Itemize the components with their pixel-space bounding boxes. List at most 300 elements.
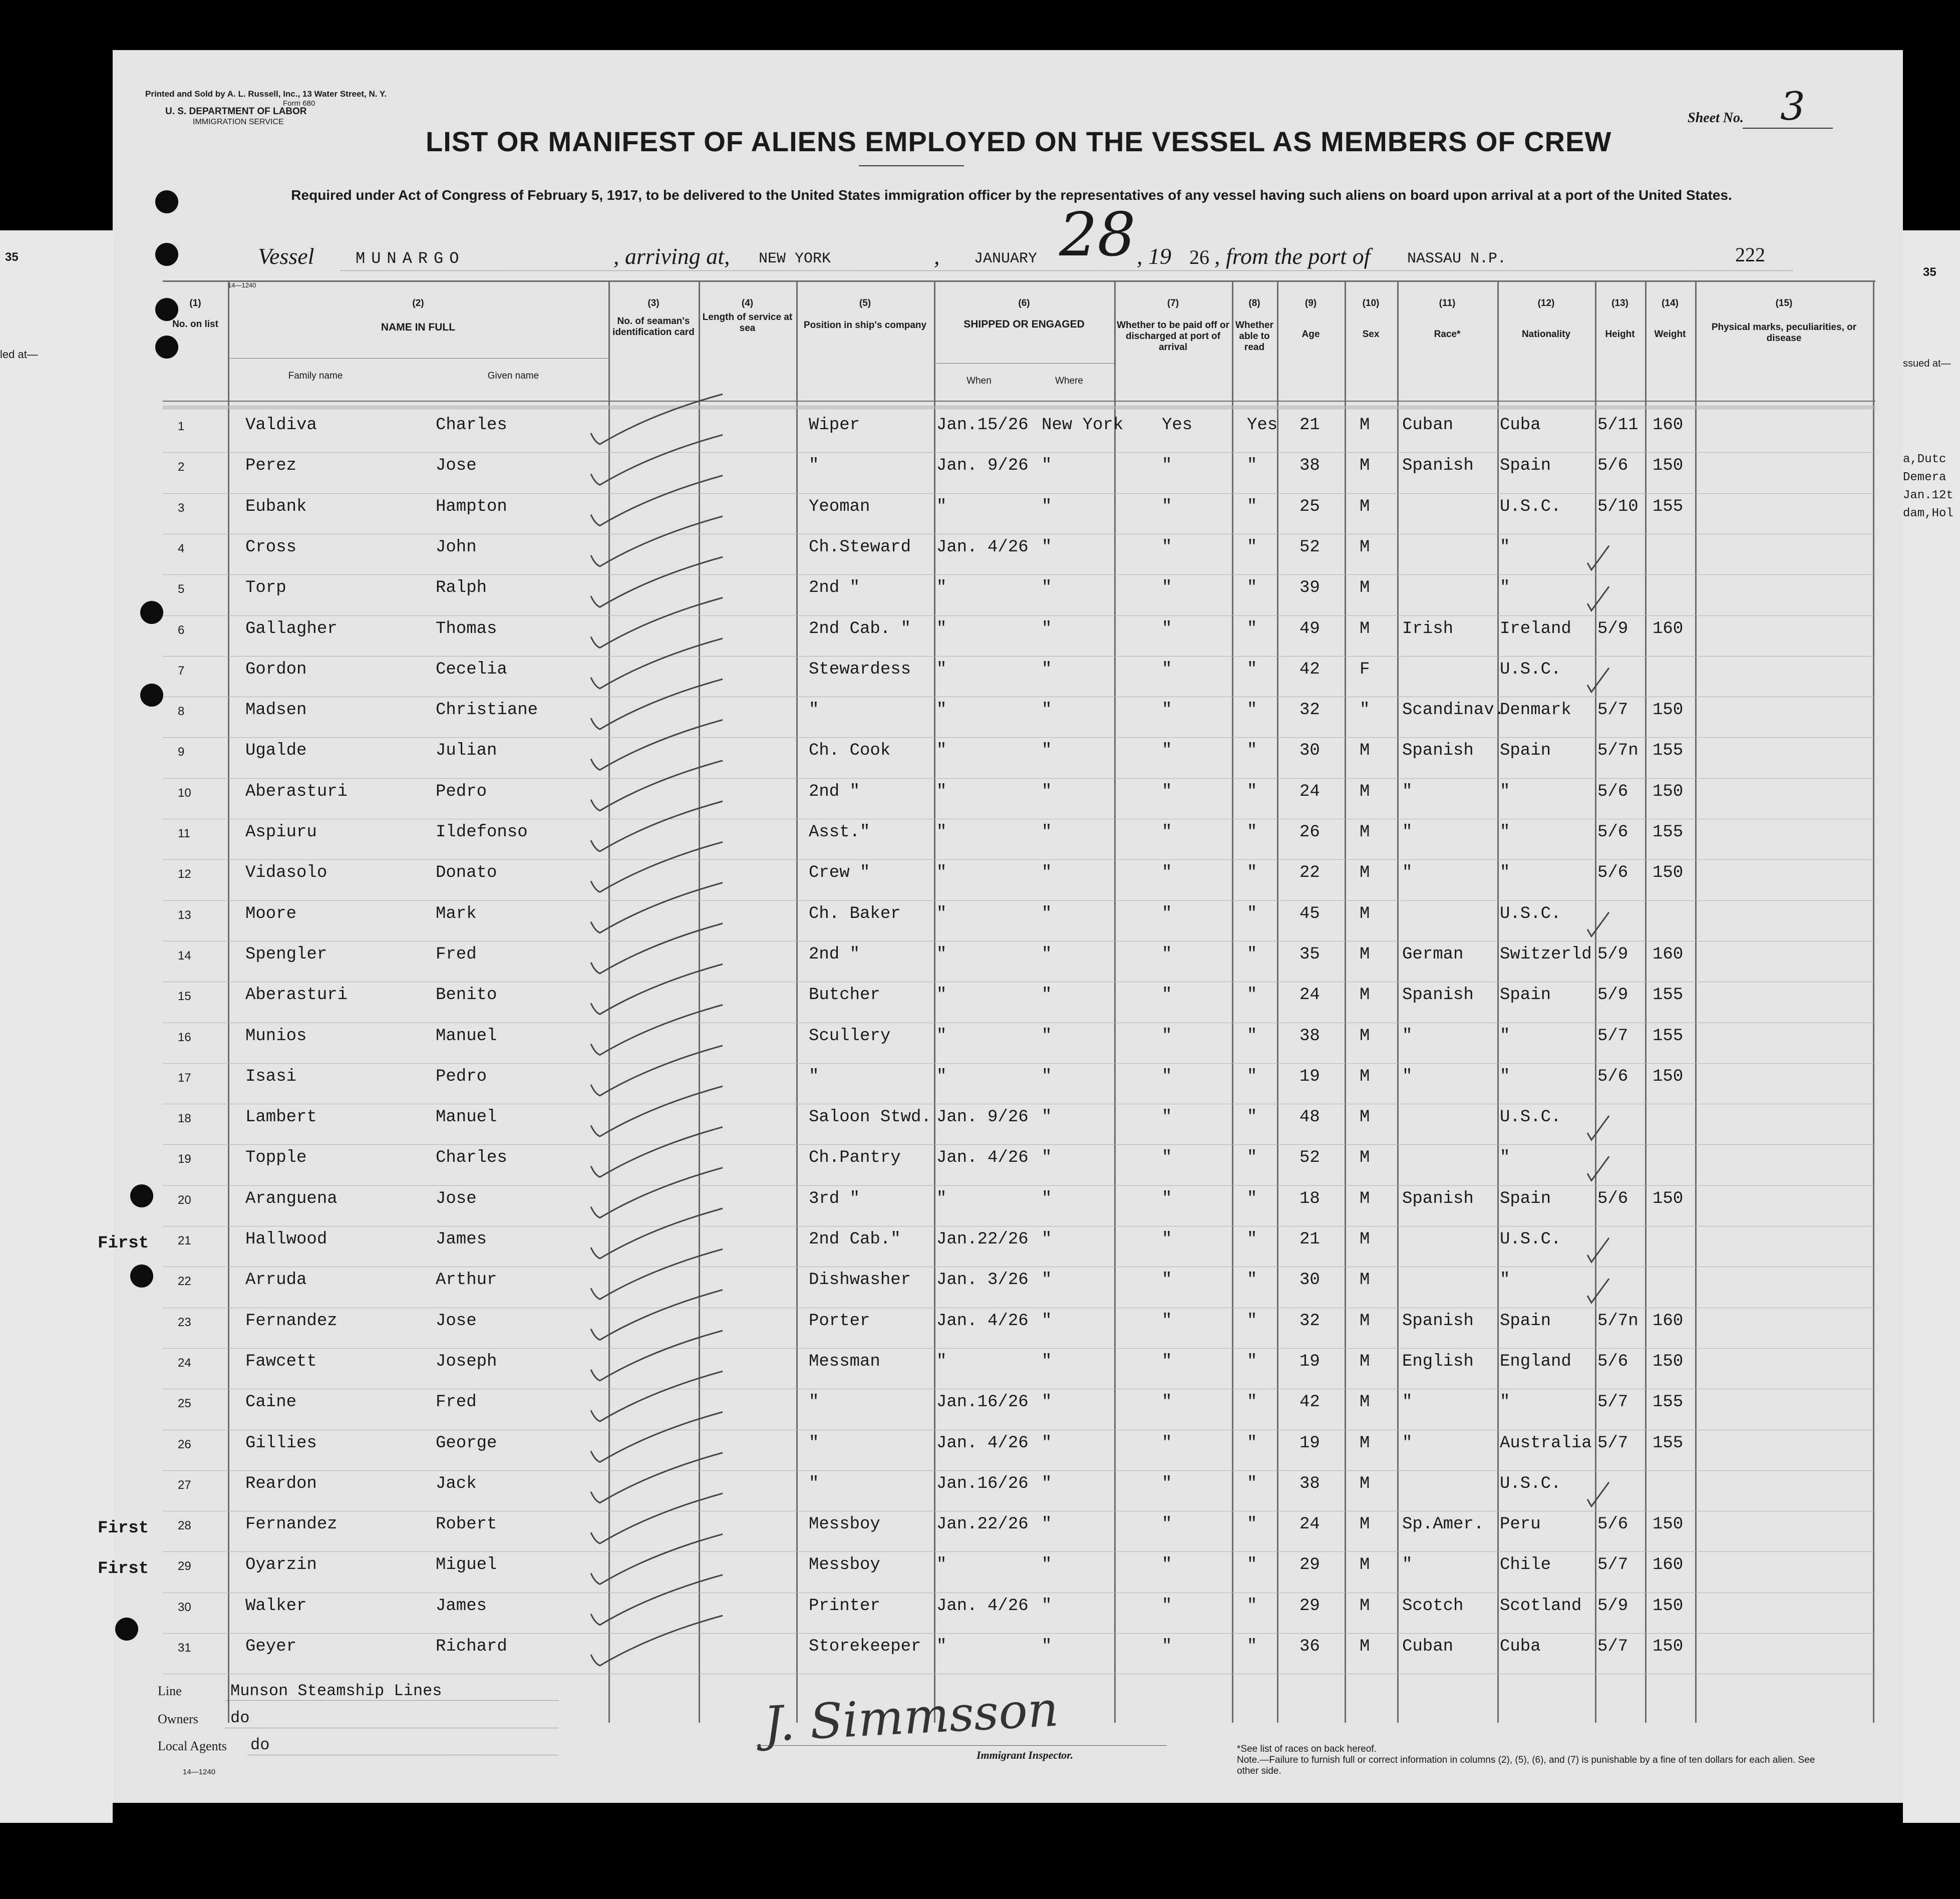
height: 5/6: [1597, 782, 1628, 801]
race: Scandinav.: [1402, 701, 1505, 720]
position: Asst.": [809, 823, 870, 842]
able-to-read: ": [1247, 1474, 1257, 1493]
height: 5/7: [1597, 1637, 1628, 1656]
height-tick: [1587, 1238, 1609, 1262]
check-mark: [591, 923, 723, 974]
race: Spanish: [1402, 741, 1474, 761]
nationality: Cuba: [1500, 1637, 1541, 1656]
form-code: 14—1240: [228, 281, 256, 289]
row-number: 24: [178, 1356, 191, 1370]
inspector-label: Immigrant Inspector.: [976, 1749, 1074, 1761]
age: 32: [1299, 701, 1320, 720]
check-mark: [591, 761, 723, 811]
line-rule: [225, 1700, 558, 1701]
age: 22: [1299, 863, 1320, 883]
position: 3rd ": [809, 1189, 860, 1208]
row-number: 7: [178, 664, 185, 678]
height: 5/6: [1597, 1352, 1628, 1371]
able-to-read: ": [1247, 1026, 1257, 1046]
given-name: Manuel: [436, 1108, 497, 1127]
race: Irish: [1402, 619, 1454, 639]
paid-off: ": [1162, 863, 1172, 883]
row-number: 14: [178, 948, 191, 963]
age: 26: [1299, 823, 1320, 842]
shipped-where: ": [1042, 823, 1052, 842]
family-name: Isasi: [245, 1067, 297, 1086]
col-3-header: (3) No. of seaman's identification card: [612, 298, 695, 338]
given-name: Joseph: [436, 1352, 497, 1371]
row-number: 8: [178, 705, 185, 719]
shipped-where: ": [1042, 1148, 1052, 1168]
row-number: 22: [178, 1275, 191, 1289]
check-mark: [591, 516, 723, 566]
paid-off: ": [1162, 578, 1172, 598]
race: ": [1402, 1026, 1413, 1046]
age: 52: [1299, 537, 1320, 557]
check-mark: [591, 598, 723, 648]
able-to-read: ": [1247, 1108, 1257, 1127]
sex: M: [1360, 1596, 1370, 1616]
family-name: Torp: [245, 578, 286, 598]
shipped-where: ": [1042, 1393, 1052, 1412]
paid-off: ": [1162, 1189, 1172, 1208]
family-name: Fernandez: [245, 1515, 338, 1534]
family-name: Madsen: [245, 701, 307, 720]
age: 42: [1299, 660, 1320, 679]
shipped-where: ": [1042, 1596, 1052, 1616]
family-name: Valdiva: [245, 416, 317, 435]
position: Saloon Stwd.: [809, 1108, 931, 1127]
position: Ch. Cook: [809, 741, 891, 761]
manifest-sheet: [98, 50, 1903, 1803]
col-6-sub-where: Where: [1055, 376, 1083, 386]
given-name: Julian: [436, 741, 497, 761]
given-name: Charles: [436, 416, 507, 435]
check-mark: [591, 883, 723, 933]
check-mark: [591, 394, 723, 444]
shipped-where: ": [1042, 1555, 1052, 1575]
nationality: U.S.C.: [1500, 1108, 1561, 1127]
check-mark: [591, 1575, 723, 1625]
able-to-read: ": [1247, 1311, 1257, 1331]
paid-off: ": [1162, 497, 1172, 516]
paid-off: ": [1162, 1555, 1172, 1575]
shipped-where: ": [1042, 1230, 1052, 1249]
paid-off: ": [1162, 619, 1172, 639]
shipped-when: Jan. 4/26: [936, 1433, 1029, 1453]
given-name: Pedro: [436, 1067, 487, 1086]
row-number: 9: [178, 745, 185, 759]
shipped-where: ": [1042, 1189, 1052, 1208]
race: Spanish: [1402, 986, 1474, 1005]
position: Yeoman: [809, 497, 870, 516]
given-name: Robert: [436, 1515, 497, 1534]
col-7-header: (7) Whether to be paid off or discharged at port of arrival: [1117, 298, 1229, 353]
race: Spanish: [1402, 456, 1474, 476]
age: 29: [1299, 1596, 1320, 1616]
sex: M: [1360, 1393, 1370, 1412]
given-name: Miguel: [436, 1555, 497, 1575]
position: ": [809, 1474, 819, 1493]
height-tick: [1587, 1279, 1609, 1303]
row-number: 23: [178, 1315, 191, 1329]
shipped-when: ": [936, 701, 947, 720]
row-number: 16: [178, 1030, 191, 1044]
shipped-where: ": [1042, 904, 1052, 923]
form-number: Form 680: [283, 99, 315, 108]
sheet-number: 3: [1780, 84, 1805, 129]
sex: M: [1360, 1433, 1370, 1453]
able-to-read: ": [1247, 1189, 1257, 1208]
shipped-where: New York: [1042, 416, 1124, 435]
weight: 155: [1653, 1433, 1684, 1453]
height-tick: [1587, 1156, 1609, 1180]
col-9-header: (9) Age: [1301, 298, 1320, 340]
arrival-day: 28: [1059, 200, 1136, 270]
nationality: ": [1500, 1026, 1510, 1046]
height: 5/9: [1597, 986, 1628, 1005]
weight: 160: [1653, 944, 1684, 964]
height-tick: [1587, 668, 1609, 692]
sex: M: [1360, 904, 1370, 923]
nationality: ": [1500, 537, 1510, 557]
margin-note: First: [98, 1234, 149, 1253]
check-mark: [591, 1168, 723, 1218]
col-10-header: (10) Sex: [1362, 298, 1380, 340]
able-to-read: ": [1247, 619, 1257, 639]
row-number: 21: [178, 1234, 191, 1247]
family-name: Topple: [245, 1148, 307, 1168]
given-name: Mark: [436, 904, 477, 923]
paid-off: ": [1162, 701, 1172, 720]
shipped-where: ": [1042, 701, 1052, 720]
position: Ch. Baker: [809, 904, 901, 923]
position: Messboy: [809, 1555, 880, 1575]
age: 35: [1299, 944, 1320, 964]
paid-off: ": [1162, 1271, 1172, 1290]
nationality: U.S.C.: [1500, 904, 1561, 923]
height: 5/7: [1597, 1555, 1628, 1575]
nationality: Denmark: [1500, 701, 1571, 720]
nationality: ": [1500, 578, 1510, 598]
nationality: England: [1500, 1352, 1571, 1371]
col-2-header: (2) NAME IN FULL: [381, 298, 456, 333]
given-name: Fred: [436, 1393, 477, 1412]
race: German: [1402, 944, 1464, 964]
position: ": [809, 701, 819, 720]
position: Ch.Pantry: [809, 1148, 901, 1168]
check-mark: [591, 1453, 723, 1503]
family-name: Ugalde: [245, 741, 307, 761]
paid-off: ": [1162, 1067, 1172, 1086]
family-name: Arruda: [245, 1271, 307, 1290]
given-name: Fred: [436, 944, 477, 964]
nationality: Scotland: [1500, 1596, 1582, 1616]
row-number: 19: [178, 1152, 191, 1166]
family-name: Gordon: [245, 660, 307, 679]
age: 19: [1299, 1352, 1320, 1371]
able-to-read: ": [1247, 1555, 1257, 1575]
given-name: Cecelia: [436, 660, 507, 679]
able-to-read: ": [1247, 456, 1257, 476]
shipped-when: ": [936, 1189, 947, 1208]
row-number: 17: [178, 1071, 191, 1085]
check-mark: [591, 557, 723, 607]
sex: M: [1360, 1555, 1370, 1575]
paid-off: ": [1162, 944, 1172, 964]
shipped-where: ": [1042, 1311, 1052, 1331]
shipped-where: ": [1042, 1637, 1052, 1656]
check-marks: [113, 50, 1903, 1803]
owners-value: do: [230, 1709, 250, 1727]
paid-off: ": [1162, 741, 1172, 761]
given-name: Jose: [436, 1189, 477, 1208]
shipped-when: ": [936, 741, 947, 761]
col-6-header: (6) SHIPPED OR ENGAGED: [963, 298, 1085, 330]
shipped-when: Jan.16/26: [936, 1474, 1029, 1493]
shipped-when: ": [936, 1067, 947, 1086]
height: 5/6: [1597, 823, 1628, 842]
height: 5/6: [1597, 1067, 1628, 1086]
weight: 150: [1653, 1189, 1684, 1208]
family-name: Aspiuru: [245, 823, 317, 842]
shipped-where: ": [1042, 944, 1052, 964]
service-name: IMMIGRATION SERVICE: [193, 118, 284, 126]
sex: M: [1360, 863, 1370, 883]
row-number: 11: [178, 827, 190, 840]
position: ": [809, 1067, 819, 1086]
agents-value: do: [250, 1736, 270, 1754]
shipped-when: ": [936, 904, 947, 923]
sex: M: [1360, 1230, 1370, 1249]
family-name: Lambert: [245, 1108, 317, 1127]
arrival-port: NEW YORK: [759, 250, 831, 267]
col-5-header: (5) Position in ship's company: [803, 298, 927, 331]
able-to-read: ": [1247, 904, 1257, 923]
right-sheet-entries: a,Dutc Demera Jan.12t dam,Hol: [1903, 453, 1953, 520]
able-to-read: ": [1247, 1596, 1257, 1616]
agents-label: Local Agents: [158, 1739, 227, 1753]
check-mark: [591, 1534, 723, 1584]
nationality: ": [1500, 1393, 1510, 1412]
row-number: 20: [178, 1193, 191, 1207]
family-name: Caine: [245, 1393, 297, 1412]
shipped-when: Jan. 4/26: [936, 1311, 1029, 1331]
shipped-when: ": [936, 1637, 947, 1656]
age: 39: [1299, 578, 1320, 598]
weight: 160: [1653, 1311, 1684, 1331]
shipped-where: ": [1042, 1352, 1052, 1371]
height: 5/6: [1597, 1189, 1628, 1208]
shipped-when: ": [936, 619, 947, 639]
age: 24: [1299, 782, 1320, 801]
nationality: ": [1500, 1271, 1510, 1290]
nationality: U.S.C.: [1500, 660, 1561, 679]
shipped-when: Jan. 9/26: [936, 1108, 1029, 1127]
family-name: Geyer: [245, 1637, 297, 1656]
family-name: Fernandez: [245, 1311, 338, 1331]
printer-credit: Printed and Sold by A. L. Russell, Inc., 13 Water Street, N. Y.: [145, 89, 387, 99]
row-number: 31: [178, 1641, 191, 1655]
given-name: George: [436, 1433, 497, 1453]
nationality: Switzerld: [1500, 944, 1592, 964]
paid-off: ": [1162, 1148, 1172, 1168]
able-to-read: ": [1247, 1393, 1257, 1412]
shipped-where: ": [1042, 660, 1052, 679]
position: Porter: [809, 1311, 870, 1331]
paid-off: Yes: [1162, 416, 1193, 435]
height: 5/7n: [1597, 1311, 1639, 1331]
race: Cuban: [1402, 1637, 1454, 1656]
check-mark: [591, 1005, 723, 1055]
able-to-read: ": [1247, 1433, 1257, 1453]
family-name: Moore: [245, 904, 297, 923]
shipped-where: ": [1042, 1515, 1052, 1534]
row-number: 29: [178, 1559, 191, 1573]
check-mark: [591, 1208, 723, 1258]
paid-off: ": [1162, 1393, 1172, 1412]
family-name: Eubank: [245, 497, 307, 516]
paid-off: ": [1162, 1108, 1172, 1127]
sex: M: [1360, 619, 1370, 639]
family-name: Walker: [245, 1596, 307, 1616]
able-to-read: ": [1247, 944, 1257, 964]
paid-off: ": [1162, 1515, 1172, 1534]
able-to-read: ": [1247, 660, 1257, 679]
check-mark: [591, 1127, 723, 1177]
race: Spanish: [1402, 1189, 1474, 1208]
nationality: Cuba: [1500, 416, 1541, 435]
height: 5/6: [1597, 456, 1628, 476]
shipped-when: Jan. 4/26: [936, 1148, 1029, 1168]
shipped-when: ": [936, 944, 947, 964]
height: 5/7: [1597, 701, 1628, 720]
col-2-sub-given: Given name: [487, 371, 539, 381]
sex: ": [1360, 701, 1370, 720]
check-mark: [591, 639, 723, 689]
race: ": [1402, 1393, 1413, 1412]
paid-off: ": [1162, 1596, 1172, 1616]
position: ": [809, 1393, 819, 1412]
shipped-when: ": [936, 497, 947, 516]
given-name: Jack: [436, 1474, 477, 1493]
race: ": [1402, 782, 1413, 801]
nationality: U.S.C.: [1500, 1230, 1561, 1249]
shipped-where: ": [1042, 537, 1052, 557]
age: 38: [1299, 1026, 1320, 1046]
vessel-label: Vessel: [258, 243, 314, 269]
position: 2nd ": [809, 944, 860, 964]
shipped-when: ": [936, 986, 947, 1005]
weight: 150: [1653, 1596, 1684, 1616]
family-name: Gillies: [245, 1433, 317, 1453]
paid-off: ": [1162, 904, 1172, 923]
weight: 150: [1653, 1515, 1684, 1534]
row-number: 13: [178, 908, 191, 922]
footer-form-code: 14—1240: [183, 1768, 216, 1776]
row-number: 15: [178, 990, 191, 1004]
arrival-month: JANUARY: [974, 250, 1038, 267]
race: Cuban: [1402, 416, 1454, 435]
given-name: Hampton: [436, 497, 507, 516]
age: 38: [1299, 1474, 1320, 1493]
check-mark: [591, 1616, 723, 1666]
nationality: ": [1500, 863, 1510, 883]
line-label: Line: [158, 1684, 182, 1698]
shipped-where: ": [1042, 1474, 1052, 1493]
row-number: 5: [178, 582, 185, 596]
shipped-where: ": [1042, 1026, 1052, 1046]
row-number: 12: [178, 867, 191, 881]
height: 5/9: [1597, 619, 1628, 639]
left-sheet-label: led at—: [0, 348, 38, 361]
weight: 150: [1653, 456, 1684, 476]
shipped-when: ": [936, 1352, 947, 1371]
age: 45: [1299, 904, 1320, 923]
sheet-number-label: Sheet No.: [1688, 110, 1744, 126]
able-to-read: ": [1247, 1230, 1257, 1249]
age: 29: [1299, 1555, 1320, 1575]
height: 5/6: [1597, 863, 1628, 883]
check-mark: [591, 720, 723, 770]
weight: 155: [1653, 986, 1684, 1005]
page-title: LIST OR MANIFEST OF ALIENS EMPLOYED ON THE VESSEL AS MEMBERS OF CREW: [426, 126, 1612, 157]
age: 25: [1299, 497, 1320, 516]
row-number: 6: [178, 623, 185, 637]
shipped-when: ": [936, 863, 947, 883]
height: 5/9: [1597, 944, 1628, 964]
col-2-sub-family: Family name: [288, 371, 343, 381]
age: 21: [1299, 1230, 1320, 1249]
position: ": [809, 456, 819, 476]
position: Printer: [809, 1596, 880, 1616]
position: Ch.Steward: [809, 537, 911, 557]
paid-off: ": [1162, 1637, 1172, 1656]
paid-off: ": [1162, 1230, 1172, 1249]
height: 5/10: [1597, 497, 1639, 516]
shipped-when: ": [936, 660, 947, 679]
weight: 155: [1653, 741, 1684, 761]
check-mark: [591, 1046, 723, 1096]
paid-off: ": [1162, 1474, 1172, 1493]
able-to-read: ": [1247, 782, 1257, 801]
given-name: Jose: [436, 456, 477, 476]
age: 24: [1299, 1515, 1320, 1534]
row-number: 4: [178, 541, 185, 555]
right-sheet-label: ssued at—: [1903, 358, 1951, 369]
given-name: Pedro: [436, 782, 487, 801]
race: ": [1402, 823, 1413, 842]
height-tick: [1587, 586, 1609, 610]
height: 5/11: [1597, 416, 1639, 435]
position: Wiper: [809, 416, 860, 435]
able-to-read: ": [1247, 1352, 1257, 1371]
stamp-number: 222: [1735, 243, 1765, 266]
family-name: Perez: [245, 456, 297, 476]
nationality: Spain: [1500, 1189, 1551, 1208]
shipped-when: ": [936, 578, 947, 598]
family-name: Spengler: [245, 944, 328, 964]
col-8-header: (8) Whether able to read: [1235, 298, 1273, 353]
sex: M: [1360, 1026, 1370, 1046]
row-number: 18: [178, 1112, 191, 1126]
age: 32: [1299, 1311, 1320, 1331]
age: 30: [1299, 1271, 1320, 1290]
weight: 155: [1653, 1026, 1684, 1046]
nationality: ": [1500, 782, 1510, 801]
shipped-where: ": [1042, 863, 1052, 883]
height-tick: [1587, 546, 1609, 570]
